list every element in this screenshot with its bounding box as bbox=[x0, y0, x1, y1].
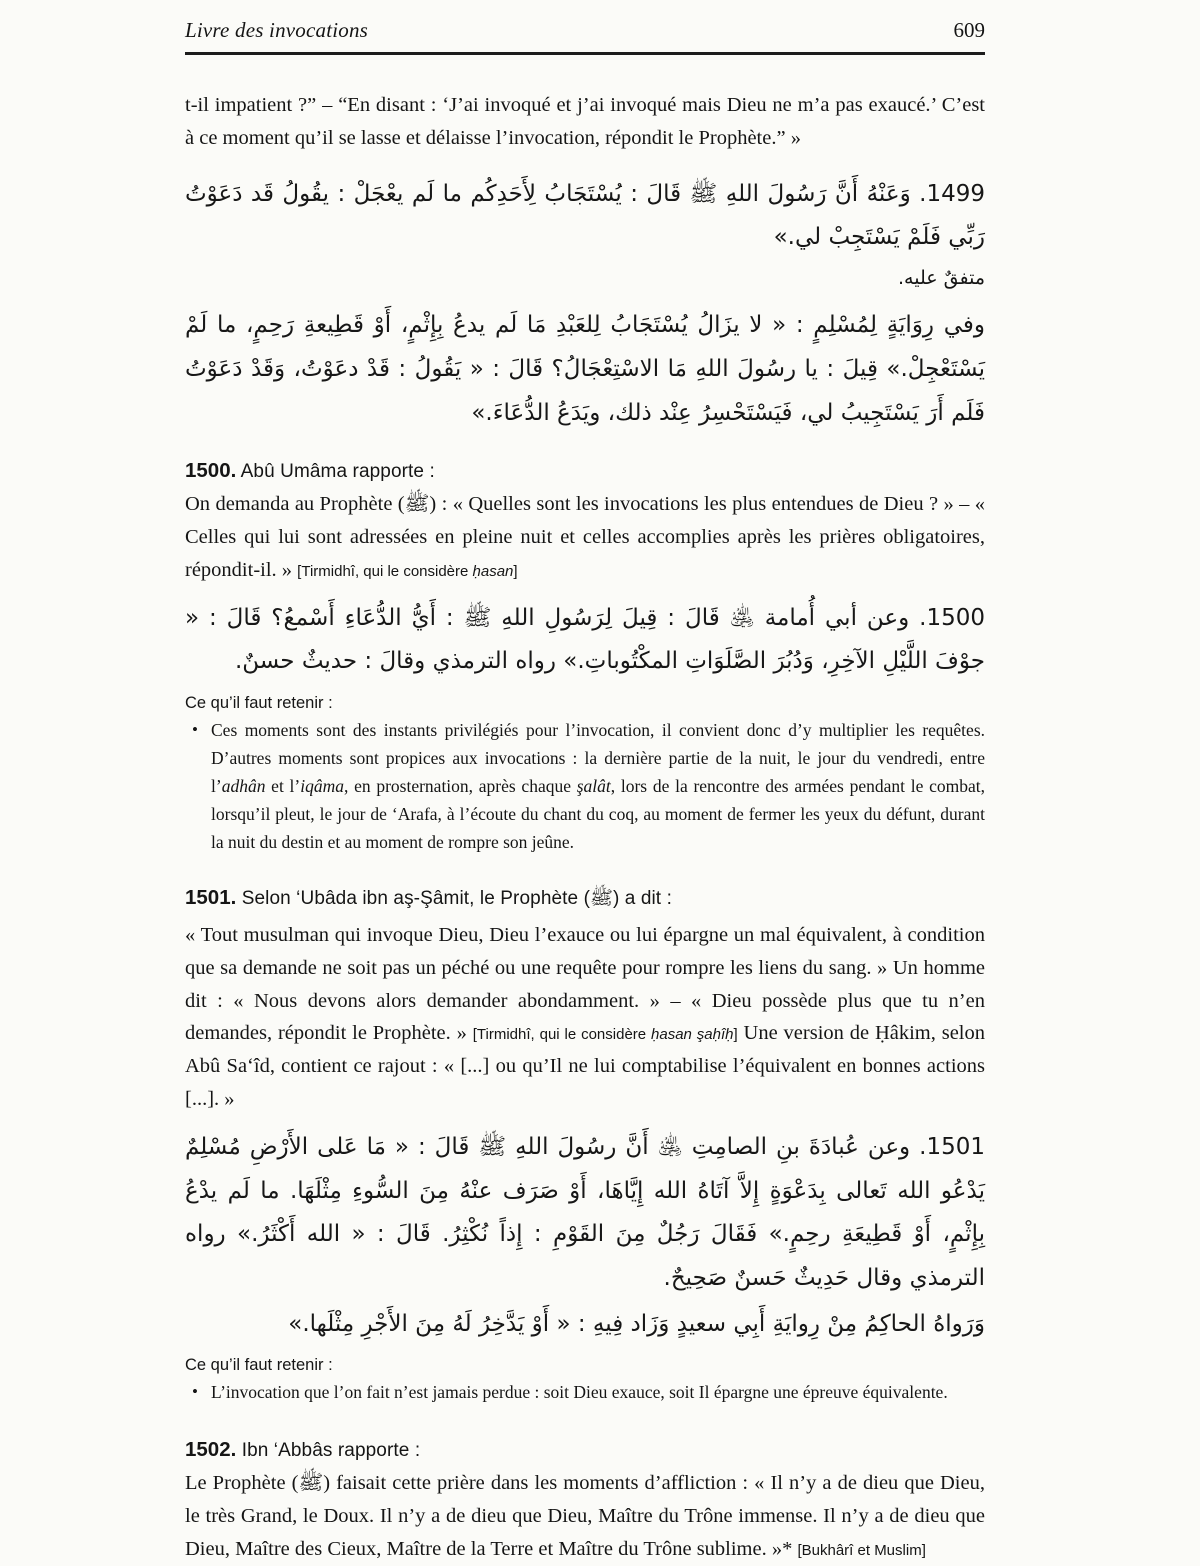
retenir-block bbox=[185, 1356, 985, 1406]
text-run: Ces moments sont des instants privilégiés pour l’invocation, il convient donc d’y multiplier les requêtes. D’autres moments sont propices aux invocations : la dernière partie de la nuit, le jour du vendredi, entre l’ bbox=[211, 720, 985, 797]
book-title: Livre des invocations bbox=[185, 18, 369, 42]
grading-term: ḥasan şaḥîḥ bbox=[651, 1026, 734, 1044]
hadith-1500-heading bbox=[185, 459, 985, 483]
arabic-term: iqâma bbox=[300, 776, 344, 797]
hadith-1501-arabic-hakim: وَرَواهُ الحاكِمُ مِنْ رِوايَةِ أَبِي سعيدٍ وَزَاد فِيهِ : « أَوْ يَدَّخِرُ لَهُ مِنَ الأَجْرِ مِثْلَها.» bbox=[288, 1310, 985, 1337]
grading-term: ḥasan bbox=[472, 562, 514, 580]
text-run: « Tout musulman qui invoque Dieu, Dieu l’exauce ou lui épargne un mal équivalent, à condition que sa demande ne soit pas un péché ou une requête pour rompre les liens du sang. » Un homme dit : « Nous devons alors demander abondamment. » – « Dieu possède plus que tu n’en demandes, répondit le Prophète. » bbox=[185, 924, 985, 1045]
text-run: [Tirmidhî, qui le considère bbox=[472, 1026, 652, 1044]
text-run: ] bbox=[733, 1026, 738, 1044]
text-run: ] bbox=[513, 562, 518, 580]
arabic-term: şalât bbox=[576, 776, 611, 797]
retenir-label: Ce qu’il faut retenir : bbox=[185, 1356, 333, 1375]
bullet-dot: • bbox=[192, 720, 198, 740]
page-header bbox=[185, 18, 985, 55]
page-number: 609 bbox=[953, 18, 985, 42]
bullet-dot: • bbox=[192, 1382, 198, 1402]
hadith-1502-french bbox=[185, 1467, 985, 1565]
text-run: [Tirmidhî, qui le considère bbox=[297, 562, 473, 580]
text-run: , en prosternation, après chaque bbox=[343, 776, 577, 797]
hadith-number: 1502. bbox=[185, 1438, 237, 1462]
retenir-label: Ce qu’il faut retenir : bbox=[185, 694, 333, 713]
hadith-1500-arabic-text: 1500. وعن أبي أُمامة ﵁ قَالَ : قِيلَ لِرَسُولِ اللهِ ﷺ : أَيُّ الدُّعَاءِ أَسْمعُ؟ قَالَ : « جوْفَ اللَّيْلِ الآخِرِ، وَدُبُرَ الصَّلَوَاتِ المكْتُوباتِ.» رواه الترمذي وقالَ : حديثٌ حسنٌ. bbox=[185, 604, 985, 675]
hadith-heading-text: Abû Umâma rapporte : bbox=[240, 461, 435, 483]
section-hadith-1501 bbox=[185, 886, 985, 1406]
text-run: On demanda au Prophète (ﷺ) : « Quelles sont les invocations les plus entendues de Dieu ? » – « Celles qui lui sont adressées en pleine nuit et celles accomplies après les prières obligatoires, répondit-il. » bbox=[185, 493, 985, 581]
hadith-1501-french bbox=[185, 919, 985, 1116]
hadith-heading-text: Selon ‘Ubâda ibn aş-Şâmit, le Prophète (ﷺ) a dit : bbox=[241, 888, 672, 910]
source-note bbox=[473, 1026, 738, 1043]
retenir-bullet bbox=[185, 716, 985, 856]
hadith-1500-french bbox=[185, 488, 985, 586]
text-run: Une version de Ḥâkim, selon Abû Sa‘îd, contient ce rajout : « [...] ou qu’Il ne lui comptabilise l’équivalent en bonnes actions [...]. » bbox=[185, 1022, 986, 1111]
section-hadith-1502 bbox=[185, 1438, 985, 1565]
retenir-block bbox=[185, 694, 985, 856]
hadith-1499-arabic-text: 1499. وَعَنْهُ أَنَّ رَسُولَ اللهِ ﷺ قَالَ : يُسْتَجَابُ لِأَحَدِكُم ما لَم يعْجَلْ : يقُولُ قَد دَعَوْتُ رَبِّي فَلَمْ يَسْتَجِبْ لي.» bbox=[185, 180, 985, 251]
source-note bbox=[297, 563, 517, 580]
retenir-bullet-text: L’invocation que l’on fait n’est jamais perdue : soit Dieu exauce, soit Il épargne une épreuve équivalente. bbox=[211, 1382, 948, 1403]
hadith-1501-heading bbox=[185, 886, 985, 914]
hadith-1501-arabic-text: 1501. وعن عُبادَةَ بنِ الصامِتِ ﵁ أَنَّ رسُولَ اللهِ ﷺ قَالَ : « مَا عَلى الأَرْضِ مُسْلِمٌ يَدْعُو الله تَعالى بِدَعْوَةٍ إِلاَّ آتَاهُ الله إِيَّاهَا، أَوْ صَرَف عنْهُ مِنَ السُّوءِ مِثْلَهَا. ما لَم يدْعُ بِإِثْمٍ، أَوْ قَطِيعَةِ رحِمٍ.» فَقَالَ رَجُلٌ مِنَ القَوْمِ : إِذاً نُكْثِرُ. قَالَ : « الله أَكْثَرُ.» رواه الترمذي وقال حَدِيثٌ حَسنٌ صَحِيحٌ. bbox=[185, 1133, 985, 1291]
source-note: [Bukhârî et Muslim] bbox=[797, 1541, 926, 1559]
text-run: Le Prophète (ﷺ) faisait cette prière dans les moments d’affliction : « Il n’y a de dieu que Dieu, le très Grand, le Doux. Il n’y a de dieu que Dieu, Maître du Trône immense. Il n’y a de dieu que Dieu, Maître des Cieux, Maître de la Terre et Maître du Trône sublime. »* bbox=[185, 1472, 985, 1560]
hadith-number: 1500. bbox=[185, 459, 237, 483]
arabic-term: adhân bbox=[221, 776, 266, 797]
text-run: , lors de la rencontre des armées pendant le combat, lorsqu’il pleut, le jour de ‘Arafa, à l’écoute du chant du coq, au moment de fermer les yeux du défunt, durant la nuit du destin et au moment de rompre son jeûne. bbox=[211, 776, 985, 853]
text-run: et l’ bbox=[265, 776, 301, 797]
hadith-heading-text: Ibn ‘Abbâs rapporte : bbox=[241, 1440, 421, 1462]
hadith-1502-heading bbox=[185, 1438, 985, 1462]
retenir-bullet bbox=[185, 1378, 985, 1406]
intro-paragraph: t-il impatient ?” – “En disant : ‘J’ai invoqué et j’ai invoqué mais Dieu ne m’a pas exaucé.’ C’est à ce moment qu’il se lasse et délaisse l’invocation, répondit le Prophète.” » bbox=[185, 94, 985, 149]
retenir-bullet-text bbox=[211, 716, 985, 856]
hadith-1499-muslim-version: وفي رِوَايَةٍ لِمُسْلِمٍ : « لا يزَالُ يُسْتَجَابُ لِلعَبْدِ مَا لَم يدعُ بِإِثْمٍ، أَوْ قَطِيعةِ رَحِمٍ، ما لَمْ يَسْتَعْجِلْ.» قِيلَ : يا رسُولَ اللهِ مَا الاسْتِعْجَالُ؟ قَالَ : « يَقُولُ : قَدْ دعَوْتُ، وَقَدْ دَعَوْتُ فَلَم أَرَ يَسْتَجِيبُ لي، فَيَسْتَحْسِرُ عِنْد ذلك، ويَدَعُ الدُّعَاءَ.» bbox=[185, 312, 985, 426]
section-hadith-1500 bbox=[185, 459, 985, 856]
hadith-number: 1501. bbox=[185, 886, 237, 910]
hadith-1499-grading: متفقٌ عليه. bbox=[898, 266, 985, 289]
